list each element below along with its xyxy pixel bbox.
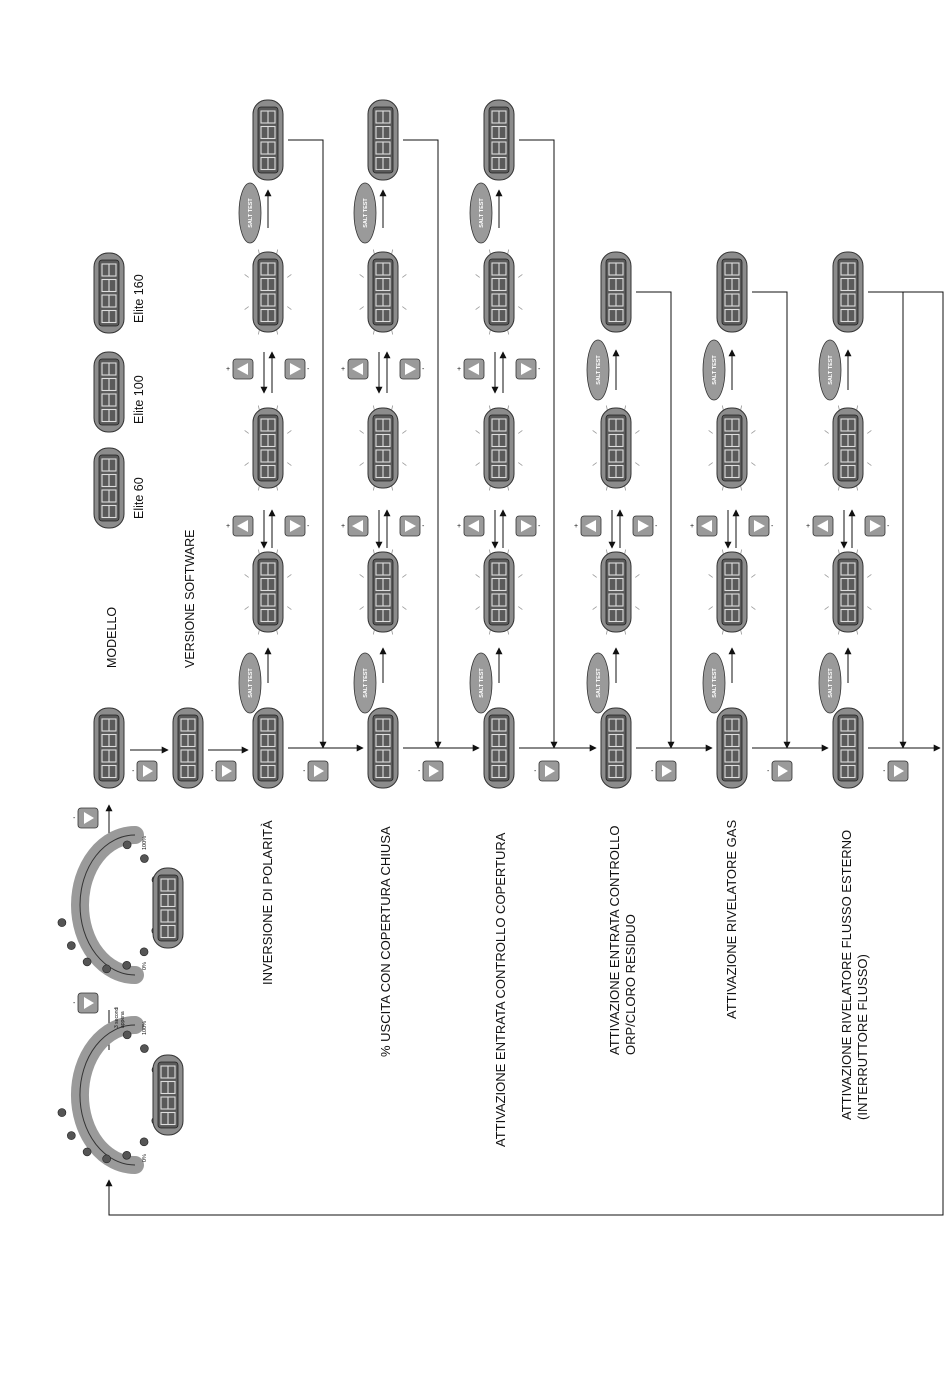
seven-segment-display-icon [173, 708, 203, 788]
flash-ray [709, 574, 713, 577]
flash-ray [245, 274, 249, 277]
seven-segment-display-icon [593, 550, 640, 635]
flash-ray [635, 463, 639, 466]
play-button-icon[interactable] [767, 761, 792, 781]
output-ring-dial-icon [58, 1025, 164, 1165]
plus-mark: + [226, 523, 231, 530]
flash-ray [867, 607, 871, 610]
salt-test-label: SALT TEST [479, 668, 485, 698]
down-triangle-icon[interactable] [400, 516, 425, 536]
flash-ray [825, 607, 829, 610]
down-triangle-icon[interactable] [749, 516, 774, 536]
plus-mark: + [690, 523, 695, 530]
seven-segment-display-icon [253, 708, 283, 788]
flash-ray [751, 574, 755, 577]
minus-mark: - [132, 768, 135, 775]
plus-mark: + [457, 366, 462, 373]
dial-led [103, 965, 111, 973]
dial-led [58, 919, 66, 927]
seven-segment-display-icon [476, 250, 523, 335]
minus-mark: - [422, 366, 425, 373]
flash-ray [518, 463, 522, 466]
down-triangle-icon[interactable] [633, 516, 658, 536]
flash-ray [751, 607, 755, 610]
dial-led [140, 948, 148, 956]
minus-mark: - [771, 523, 774, 530]
pct-100-label-a: 100% [142, 1020, 148, 1035]
flow-connector [288, 140, 323, 748]
flash-ray [518, 607, 522, 610]
flash-ray [360, 463, 364, 466]
flash-ray [476, 463, 480, 466]
up-triangle-icon[interactable] [806, 516, 833, 536]
up-triangle-icon[interactable] [574, 516, 601, 536]
minus-mark: - [307, 366, 310, 373]
flash-ray [709, 463, 713, 466]
seven-segment-display-icon [601, 252, 631, 332]
seven-segment-display-icon [153, 1055, 183, 1135]
seven-segment-display-icon [153, 868, 183, 948]
flash-ray [245, 307, 249, 310]
seven-segment-display-icon [360, 406, 407, 491]
seven-segment-display-icon [368, 708, 398, 788]
plus-mark: + [341, 523, 346, 530]
hold-label-1: 3 secondi [114, 1006, 120, 1028]
flash-ray [287, 274, 291, 277]
down-triangle-icon[interactable] [285, 516, 310, 536]
minus-mark: - [73, 1000, 76, 1007]
flash-ray [593, 463, 597, 466]
flash-ray [867, 430, 871, 433]
minus-mark: - [307, 523, 310, 530]
salt-test-label: SALT TEST [479, 198, 485, 228]
pct-0-label-b: 0% [142, 962, 148, 970]
dial-led [67, 942, 75, 950]
up-triangle-icon[interactable] [690, 516, 717, 536]
seven-segment-display-icon [94, 708, 124, 788]
dial-led [123, 841, 131, 849]
row-label-orp-input: ATTIVAZIONE ENTRATA CONTROLLO [607, 825, 622, 1055]
down-triangle-icon[interactable] [865, 516, 890, 536]
flash-ray [360, 274, 364, 277]
minus-mark: - [211, 768, 214, 775]
up-triangle-icon[interactable] [341, 516, 368, 536]
flash-ray [360, 607, 364, 610]
label-versione-software: VERSIONE SOFTWARE [183, 529, 197, 668]
dial-led [140, 855, 148, 863]
flash-ray [825, 463, 829, 466]
minus-mark: - [538, 523, 541, 530]
dial-led [123, 961, 131, 969]
flash-ray [287, 463, 291, 466]
seven-segment-display-icon [484, 100, 514, 180]
play-button-icon[interactable] [211, 761, 236, 781]
flash-ray [287, 430, 291, 433]
flash-ray [402, 574, 406, 577]
flash-ray [825, 574, 829, 577]
flash-ray [635, 574, 639, 577]
flash-ray [518, 307, 522, 310]
flash-ray [402, 430, 406, 433]
flash-ray [593, 607, 597, 610]
salt-test-button-icon[interactable] [354, 653, 376, 713]
flash-ray [476, 574, 480, 577]
seven-segment-display-icon [593, 406, 640, 491]
row-label-polarity: INVERSIONE DI POLARITÀ [260, 820, 275, 985]
flow-connector [403, 140, 438, 748]
flash-ray [402, 274, 406, 277]
hold-label-2: appena [120, 1011, 126, 1028]
up-triangle-icon[interactable] [457, 359, 484, 379]
row-label-flow: ATTIVAZIONE RIVELATORE FLUSSO ESTERNO [839, 829, 854, 1120]
salt-test-button-icon[interactable] [819, 653, 841, 713]
salt-test-button-icon[interactable] [819, 340, 841, 400]
flash-ray [476, 307, 480, 310]
seven-segment-display-icon [476, 406, 523, 491]
seven-segment-display-icon [709, 406, 756, 491]
play-button-icon[interactable] [73, 808, 98, 828]
label-elite-60: Elite 60 [132, 477, 146, 519]
minus-mark: - [418, 768, 421, 775]
minus-mark: - [883, 768, 886, 775]
flow-lines [109, 140, 943, 1215]
flash-ray [287, 307, 291, 310]
salt-test-label: SALT TEST [248, 198, 254, 228]
play-button-icon[interactable] [303, 761, 328, 781]
plus-mark: + [806, 523, 811, 530]
plus-mark: + [226, 366, 231, 373]
flash-ray [402, 463, 406, 466]
flash-ray [245, 430, 249, 433]
seven-segment-display-icon [360, 250, 407, 335]
seven-segment-display-icon [253, 100, 283, 180]
flash-ray [593, 430, 597, 433]
minus-mark: - [767, 768, 770, 775]
dial-led [123, 1151, 131, 1159]
salt-test-button-icon[interactable] [354, 183, 376, 243]
seven-segment-display-icon [601, 708, 631, 788]
label-elite-160: Elite 160 [132, 274, 146, 323]
row-label-orp-input-2: ORP/CLORO RESIDUO [623, 914, 638, 1055]
seven-segment-display-icon [94, 352, 124, 432]
flash-ray [245, 574, 249, 577]
flash-ray [476, 430, 480, 433]
salt-test-button-icon[interactable] [470, 183, 492, 243]
up-triangle-icon[interactable] [341, 359, 368, 379]
salt-test-button-icon[interactable] [587, 340, 609, 400]
minus-mark: - [534, 768, 537, 775]
play-button-icon[interactable] [651, 761, 676, 781]
up-triangle-icon[interactable] [226, 516, 253, 536]
dial-led [140, 1138, 148, 1146]
flash-ray [287, 574, 291, 577]
salt-test-label: SALT TEST [596, 355, 602, 385]
salt-test-label: SALT TEST [363, 668, 369, 698]
row-label-gas: ATTIVAZIONE RIVELATORE GAS [724, 819, 739, 1019]
play-button-icon[interactable] [132, 761, 157, 781]
flash-ray [402, 307, 406, 310]
seven-segment-display-icon [94, 253, 124, 333]
flash-ray [360, 574, 364, 577]
seven-segment-display-icon [709, 550, 756, 635]
up-triangle-icon[interactable] [457, 516, 484, 536]
flash-ray [867, 463, 871, 466]
dial-led [83, 958, 91, 966]
minus-mark: - [651, 768, 654, 775]
salt-test-label: SALT TEST [363, 198, 369, 228]
row-label-cover-input: ATTIVAZIONE ENTRATA CONTROLLO COPERTURA [493, 832, 508, 1147]
flash-ray [751, 430, 755, 433]
flash-ray [867, 574, 871, 577]
flash-ray [287, 607, 291, 610]
flash-ray [476, 607, 480, 610]
salt-test-label: SALT TEST [828, 355, 834, 385]
down-triangle-icon[interactable] [285, 359, 310, 379]
displays-layer [58, 100, 871, 1165]
seven-segment-display-icon [368, 100, 398, 180]
salt-test-button-icon[interactable] [470, 653, 492, 713]
pct-100-label-b: 100% [142, 835, 148, 850]
salt-test-label: SALT TEST [828, 668, 834, 698]
flash-ray [245, 607, 249, 610]
salt-test-button-icon[interactable] [587, 653, 609, 713]
salt-test-label: SALT TEST [248, 668, 254, 698]
minus-mark: - [538, 366, 541, 373]
pct-0-label-a: 0% [142, 1154, 148, 1162]
minus-mark: - [303, 768, 306, 775]
flash-ray [593, 574, 597, 577]
dial-ring [80, 1025, 135, 1165]
minus-mark: - [887, 523, 890, 530]
seven-segment-display-icon [245, 406, 292, 491]
seven-segment-display-icon [717, 252, 747, 332]
row-labels [260, 820, 870, 1147]
row-label-output-cover: % USCITA CON COPERTURA CHIUSA [378, 826, 393, 1057]
down-triangle-icon[interactable] [516, 516, 541, 536]
dial-led [67, 1132, 75, 1140]
play-button-icon[interactable] [534, 761, 559, 781]
play-button-icon[interactable] [73, 993, 98, 1013]
seven-segment-display-icon [484, 708, 514, 788]
seven-segment-display-icon [360, 550, 407, 635]
flash-ray [635, 430, 639, 433]
flash-ray [751, 463, 755, 466]
dial-led [58, 1109, 66, 1117]
salt-test-button-icon[interactable] [239, 183, 261, 243]
up-triangle-icon[interactable] [226, 359, 253, 379]
flash-ray [360, 307, 364, 310]
plus-mark: + [341, 366, 346, 373]
row-label-flow-2: (INTERRUTTORE FLUSSO) [855, 954, 870, 1120]
salt-test-button-icon[interactable] [703, 340, 725, 400]
seven-segment-display-icon [245, 550, 292, 635]
seven-segment-display-icon [94, 448, 124, 528]
down-triangle-icon[interactable] [516, 359, 541, 379]
dial-ring [80, 835, 135, 975]
flash-ray [402, 607, 406, 610]
flash-ray [825, 430, 829, 433]
flash-ray [635, 607, 639, 610]
flash-ray [518, 274, 522, 277]
salt-test-button-icon[interactable] [703, 653, 725, 713]
seven-segment-display-icon [825, 406, 872, 491]
dial-led [123, 1031, 131, 1039]
seven-segment-display-icon [825, 550, 872, 635]
salt-test-label: SALT TEST [712, 355, 718, 385]
minus-mark: - [655, 523, 658, 530]
output-ring-dial-icon [58, 835, 164, 975]
play-button-icon[interactable] [883, 761, 908, 781]
flash-ray [476, 274, 480, 277]
seven-segment-display-icon [476, 550, 523, 635]
dial-led [83, 1148, 91, 1156]
flash-ray [518, 574, 522, 577]
flash-ray [518, 430, 522, 433]
flash-ray [709, 607, 713, 610]
minus-mark: - [422, 523, 425, 530]
play-button-icon[interactable] [418, 761, 443, 781]
salt-test-label: SALT TEST [596, 668, 602, 698]
seven-segment-display-icon [833, 708, 863, 788]
seven-segment-display-icon [717, 708, 747, 788]
start-labels [114, 836, 148, 1162]
seven-segment-display-icon [833, 252, 863, 332]
label-elite-100: Elite 100 [132, 375, 146, 424]
label-modello: MODELLO [105, 606, 119, 668]
salt-test-label: SALT TEST [712, 668, 718, 698]
flash-ray [360, 430, 364, 433]
seven-segment-display-icon [245, 250, 292, 335]
flash-ray [709, 430, 713, 433]
plus-mark: + [457, 523, 462, 530]
flow-connector [109, 292, 943, 1215]
dial-led [140, 1045, 148, 1053]
minus-mark: - [73, 815, 76, 822]
salt-test-button-icon[interactable] [239, 653, 261, 713]
plus-mark: + [574, 523, 579, 530]
flow-connector [519, 140, 554, 748]
dial-led [103, 1155, 111, 1163]
flash-ray [245, 463, 249, 466]
down-triangle-icon[interactable] [400, 359, 425, 379]
